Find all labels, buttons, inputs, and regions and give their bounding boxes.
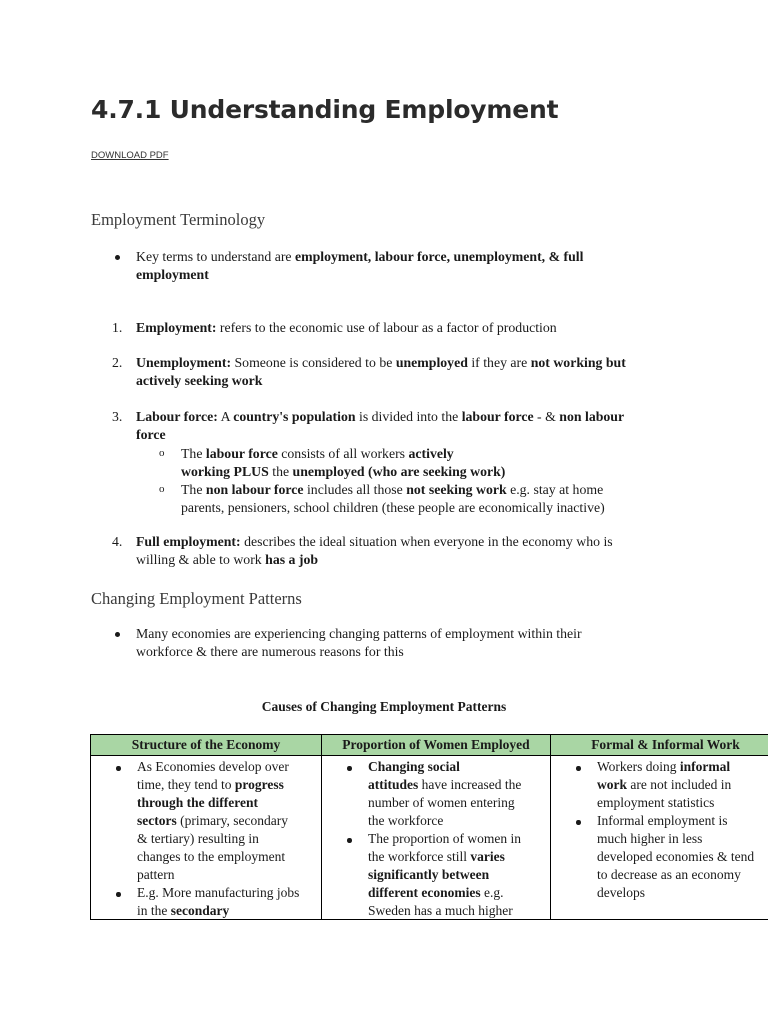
bold-text: Labour force: <box>136 409 218 424</box>
text-segment: e.g. stay at home <box>506 482 604 497</box>
cell-bullet-icon <box>116 892 121 897</box>
table-caption: Causes of Changing Employment Patterns <box>261 699 507 714</box>
text-segment: Sweden has a much higher <box>368 903 513 918</box>
cell-line <box>597 759 730 775</box>
causes-table-container <box>90 734 768 921</box>
cell-bullet-icon <box>116 766 121 771</box>
text-segment: - & <box>533 409 560 424</box>
text-segment: Key terms to understand are <box>136 249 295 264</box>
bold-text: attitudes <box>368 777 419 792</box>
cell-line <box>368 885 503 901</box>
table-header-row <box>91 735 768 756</box>
cell-bullet-icon <box>576 766 581 771</box>
bold-text: different economies <box>368 885 481 900</box>
table-cell-formal-informal <box>551 756 768 920</box>
bold-text: force <box>136 427 166 442</box>
download-pdf-link[interactable]: DOWNLOAD PDF <box>91 150 169 161</box>
text-segment: & tertiary) resulting in <box>137 831 259 846</box>
numbered-item-line <box>136 319 557 337</box>
numbered-item-line <box>136 551 318 569</box>
bold-text: labour force <box>461 409 534 424</box>
bold-text: informal <box>679 759 731 774</box>
bold-text: Employment: <box>136 320 217 335</box>
intro-bullet-line <box>136 248 583 266</box>
text-segment: describes the ideal situation when everyone in the economy who is <box>240 534 613 549</box>
text-segment: developed economies & tend <box>597 849 755 864</box>
text-segment: Workers doing <box>597 759 680 774</box>
sub-item-line <box>181 445 454 463</box>
cell-line <box>137 831 259 847</box>
cell-line <box>597 831 702 847</box>
cell-line <box>137 813 288 829</box>
text-segment: have increased the <box>418 777 522 792</box>
list-number: 4. <box>112 534 123 549</box>
cell-line <box>368 795 515 811</box>
cell-line <box>368 903 513 919</box>
cell-line <box>137 885 299 901</box>
cell-line <box>597 885 645 901</box>
bold-text: secondary <box>170 903 230 918</box>
cell-line <box>597 795 714 811</box>
text-segment: Someone is considered to be <box>231 355 396 370</box>
cell-line <box>368 831 521 847</box>
text-segment: willing & able to work <box>136 552 266 567</box>
bold-text: varies <box>470 849 505 864</box>
bold-text: non labour force <box>205 482 304 497</box>
cell-line <box>368 813 443 829</box>
bold-text: through the different <box>137 795 258 810</box>
bold-text: working PLUS <box>181 464 269 479</box>
bold-text: country's population <box>233 409 356 424</box>
text-segment: Informal employment is <box>597 813 728 828</box>
bold-text: sectors <box>137 813 177 828</box>
bold-text: progress <box>234 777 284 792</box>
text-segment: time, they tend to <box>137 777 235 792</box>
cell-line <box>137 903 229 919</box>
text-segment: number of women entering <box>368 795 515 810</box>
cell-line <box>137 777 284 793</box>
text-segment: Many economies are experiencing changing patterns of employment within their <box>136 626 582 641</box>
text-segment: The <box>181 482 206 497</box>
text-segment: employment statistics <box>597 795 715 810</box>
bold-text: not seeking work <box>406 482 507 497</box>
cell-line <box>597 867 741 883</box>
cell-line <box>137 867 174 883</box>
bold-text: non labour <box>559 409 625 424</box>
text-segment: includes all those <box>303 482 407 497</box>
bold-text: Changing social <box>368 759 460 774</box>
page-title: 4.7.1 Understanding Employment <box>91 95 559 124</box>
sub-item-line <box>181 481 603 499</box>
sub-bullet-icon: o <box>159 483 165 495</box>
text-segment: As Economies develop over <box>137 759 289 774</box>
bold-text: employment <box>136 267 209 282</box>
cell-line <box>597 777 731 793</box>
cell-bullet-icon <box>347 766 352 771</box>
cell-line <box>597 849 754 865</box>
intro-bullet-line <box>136 266 209 284</box>
cell-line <box>368 867 489 883</box>
bold-text: significantly between <box>368 867 490 882</box>
numbered-item-line <box>136 408 624 426</box>
causes-table <box>90 734 768 920</box>
bold-text: Unemployment: <box>136 355 232 370</box>
numbered-item-line <box>136 426 166 444</box>
cell-line <box>137 849 285 865</box>
cell-line <box>368 759 460 775</box>
section-heading-terminology: Employment Terminology <box>91 210 266 229</box>
cell-line <box>368 849 505 865</box>
cell-line <box>137 759 289 775</box>
list-number: 1. <box>112 320 123 335</box>
numbered-item-line <box>136 354 626 372</box>
cell-bullet-icon <box>347 838 352 843</box>
text-segment: parents, pensioners, school children (these people are economically inactive) <box>181 500 605 515</box>
sub-bullet-icon: o <box>159 447 165 459</box>
table-header-formal-informal: Formal & Informal Work <box>551 735 768 756</box>
table-row <box>91 756 768 920</box>
text-segment: The proportion of women in <box>368 831 521 846</box>
text-segment: to decrease as an economy <box>597 867 741 882</box>
bullet-icon <box>115 632 120 637</box>
text-segment: e.g. <box>480 885 504 900</box>
bold-text: Full employment: <box>136 534 241 549</box>
text-segment: in the <box>137 903 171 918</box>
text-segment: are not included in <box>627 777 732 792</box>
text-segment: consists of all workers <box>277 446 409 461</box>
bullet-icon <box>115 255 120 260</box>
patterns-bullet-line <box>136 643 404 661</box>
text-segment: workforce & there are numerous reasons for this <box>136 644 404 659</box>
numbered-item-line <box>136 372 262 390</box>
text-segment: the workforce still <box>368 849 471 864</box>
cell-line <box>368 777 521 793</box>
text-segment: changes to the employment <box>137 849 286 864</box>
bold-text: actively <box>408 446 454 461</box>
numbered-item-line <box>136 533 613 551</box>
text-segment: is divided into the <box>355 409 462 424</box>
table-cell-women <box>322 756 551 920</box>
section-heading-patterns: Changing Employment Patterns <box>91 589 302 608</box>
table-cell-structure <box>91 756 322 920</box>
bold-text: unemployed <box>395 355 468 370</box>
text-segment: E.g. More manufacturing jobs <box>137 885 300 900</box>
cell-line <box>597 813 727 829</box>
text-segment: A <box>217 409 234 424</box>
text-segment: develops <box>597 885 645 900</box>
sub-item-line <box>181 463 505 481</box>
cell-line <box>137 795 258 811</box>
bold-text: work <box>597 777 627 792</box>
list-number: 3. <box>112 409 123 424</box>
text-segment: the workforce <box>368 813 444 828</box>
table-header-structure: Structure of the Economy <box>91 735 322 756</box>
cell-bullet-icon <box>576 820 581 825</box>
bold-text: unemployed (who are seeking work) <box>292 464 506 479</box>
patterns-bullet-line <box>136 625 582 643</box>
text-segment: The <box>181 446 206 461</box>
bold-text: employment, labour force, unemployment, & full <box>295 249 584 264</box>
bold-text: labour force <box>205 446 278 461</box>
text-segment: (primary, secondary <box>176 813 288 828</box>
bold-text: actively seeking work <box>136 373 263 388</box>
text-segment: pattern <box>137 867 175 882</box>
list-number: 2. <box>112 355 123 370</box>
bold-text: not working but <box>530 355 626 370</box>
text-segment: refers to the economic use of labour as a factor of production <box>216 320 557 335</box>
table-header-women: Proportion of Women Employed <box>322 735 551 756</box>
text-segment: if they are <box>467 355 531 370</box>
text-segment: much higher in less <box>597 831 703 846</box>
sub-item-line <box>181 499 605 517</box>
text-segment: the <box>268 464 293 479</box>
bold-text: has a job <box>265 552 319 567</box>
